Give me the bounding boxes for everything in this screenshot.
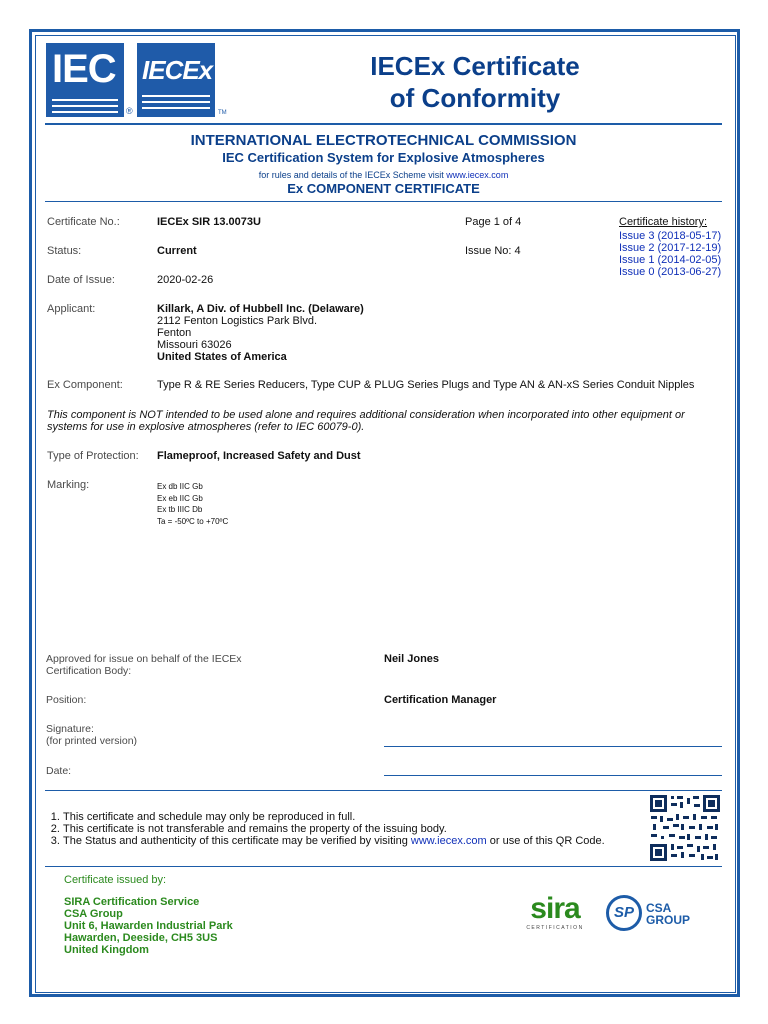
applicant-name: Killark, A Div. of Hubbell Inc. (Delaware)	[157, 303, 364, 315]
header-divider	[45, 123, 722, 125]
certificate-type: Ex COMPONENT CERTIFICATE	[287, 181, 480, 196]
commission-block	[45, 132, 722, 196]
marking-line: Ex db IIC Gb	[157, 482, 203, 491]
csa-logo: SP CSA GROUP	[606, 895, 706, 937]
signature-label: Signature: (for printed version)	[46, 723, 138, 747]
note-1: 1. This certificate and schedule may only be reproduced in full.	[63, 811, 627, 823]
sira-logo: sira CERTIFICATION	[526, 892, 584, 931]
status-value: Current	[157, 245, 197, 257]
iecex-trademark: TM	[218, 110, 227, 116]
note-2: 2. This certificate is not transferable and remains the property of the issuing body.	[63, 823, 627, 835]
history-issue-0[interactable]: Issue 0 (2013-06-27)	[619, 266, 722, 278]
certificate-title: IECEx Certificate of Conformity	[370, 51, 580, 113]
position-label: Position:	[46, 694, 87, 706]
applicant-country: United States of America	[157, 351, 287, 363]
history-issue-2[interactable]: Issue 2 (2017-12-19)	[619, 242, 722, 254]
type-of-protection-label: Type of Protection:	[47, 450, 139, 462]
commission-name: INTERNATIONAL ELECTROTECHNICAL COMMISSION	[190, 132, 577, 149]
marking-label: Marking:	[47, 479, 90, 491]
rules-link[interactable]: www.iecex.com	[446, 170, 509, 180]
position-value: Certification Manager	[384, 694, 497, 706]
applicant-label: Applicant:	[47, 303, 96, 315]
iecex-logo: IECEx	[137, 43, 215, 117]
marking-line: Ex eb IIC Gb	[157, 493, 203, 503]
certificate-history	[619, 216, 721, 278]
history-issue-1[interactable]: Issue 1 (2014-02-05)	[619, 254, 722, 266]
marking-line: Ex tb IIIC Db	[157, 505, 203, 514]
certificate-history-label: Certificate history:	[619, 216, 708, 228]
iec-registered-mark: ®	[126, 106, 133, 116]
type-of-protection-value: Flameproof, Increased Safety and Dust	[157, 450, 361, 462]
certificate-no-value: IECEx SIR 13.0073U	[157, 216, 261, 228]
status-label: Status:	[47, 245, 82, 257]
ex-component-label: Ex Component:	[47, 379, 123, 391]
iec-logo: IEC	[46, 43, 124, 117]
ex-component-value: Type R & RE Series Reducers, Type CUP & PLUG Series Plugs and Type AN & AN-xS Series Conduit Nipples	[157, 379, 695, 391]
note-3: 3. The Status and authenticity of this certificate may be verified by visiting www.iecex.com or use of this QR Code.	[63, 835, 627, 847]
iec-logo-stripes	[52, 99, 118, 101]
signature-line	[384, 746, 722, 747]
date-of-issue-label: Date of Issue:	[47, 274, 115, 286]
approved-by-value: Neil Jones	[384, 653, 440, 665]
csa-mark-icon: SP	[606, 895, 642, 931]
applicant-block	[157, 303, 364, 363]
applicant-address-2: Fenton	[157, 327, 192, 339]
section-divider-notes	[45, 790, 722, 791]
certificate-no-label: Certificate No.:	[47, 216, 120, 228]
iecex-logo-stripes	[142, 95, 210, 97]
commission-system: IEC Certification System for Explosive Atmospheres	[222, 150, 545, 165]
rules-line: for rules and details of the IECEx Scheme visit www.iecex.com	[258, 170, 509, 180]
date-of-issue-value: 2020-02-26	[157, 274, 214, 286]
issue-number: Issue No: 4	[465, 245, 521, 257]
page-number: Page 1 of 4	[465, 216, 522, 228]
verify-link[interactable]: www.iecex.com	[410, 835, 487, 847]
approved-label: Approved for issue on behalf of the IECEx Certification Body:	[46, 653, 242, 677]
date-label: Date:	[46, 765, 72, 777]
notes-block	[47, 811, 627, 847]
history-issue-3[interactable]: Issue 3 (2018-05-17)	[619, 230, 722, 242]
section-divider-top	[45, 201, 722, 202]
applicant-address-1: 2112 Fenton Logistics Park Blvd.	[157, 315, 317, 327]
applicant-address-3: Missouri 63026	[157, 339, 232, 351]
qr-code[interactable]	[649, 794, 721, 862]
component-notice: This component is NOT intended to be used alone and requires additional consideration when incorporated into other equipment or systems for use in explosive atmospheres (refer to IEC 60079-0).	[47, 409, 685, 433]
issued-by-label: Certificate issued by:	[64, 874, 167, 886]
section-divider-issuer	[45, 866, 722, 867]
marking-line: Ta = -50ºC to +70ºC	[157, 516, 229, 526]
marking-block	[157, 481, 228, 527]
date-line	[384, 775, 722, 776]
issuer-address: SIRA Certification Service CSA Group Unit 6, Hawarden Industrial Park Hawarden, Deeside, CH5 3US United Kingdom	[64, 896, 233, 956]
